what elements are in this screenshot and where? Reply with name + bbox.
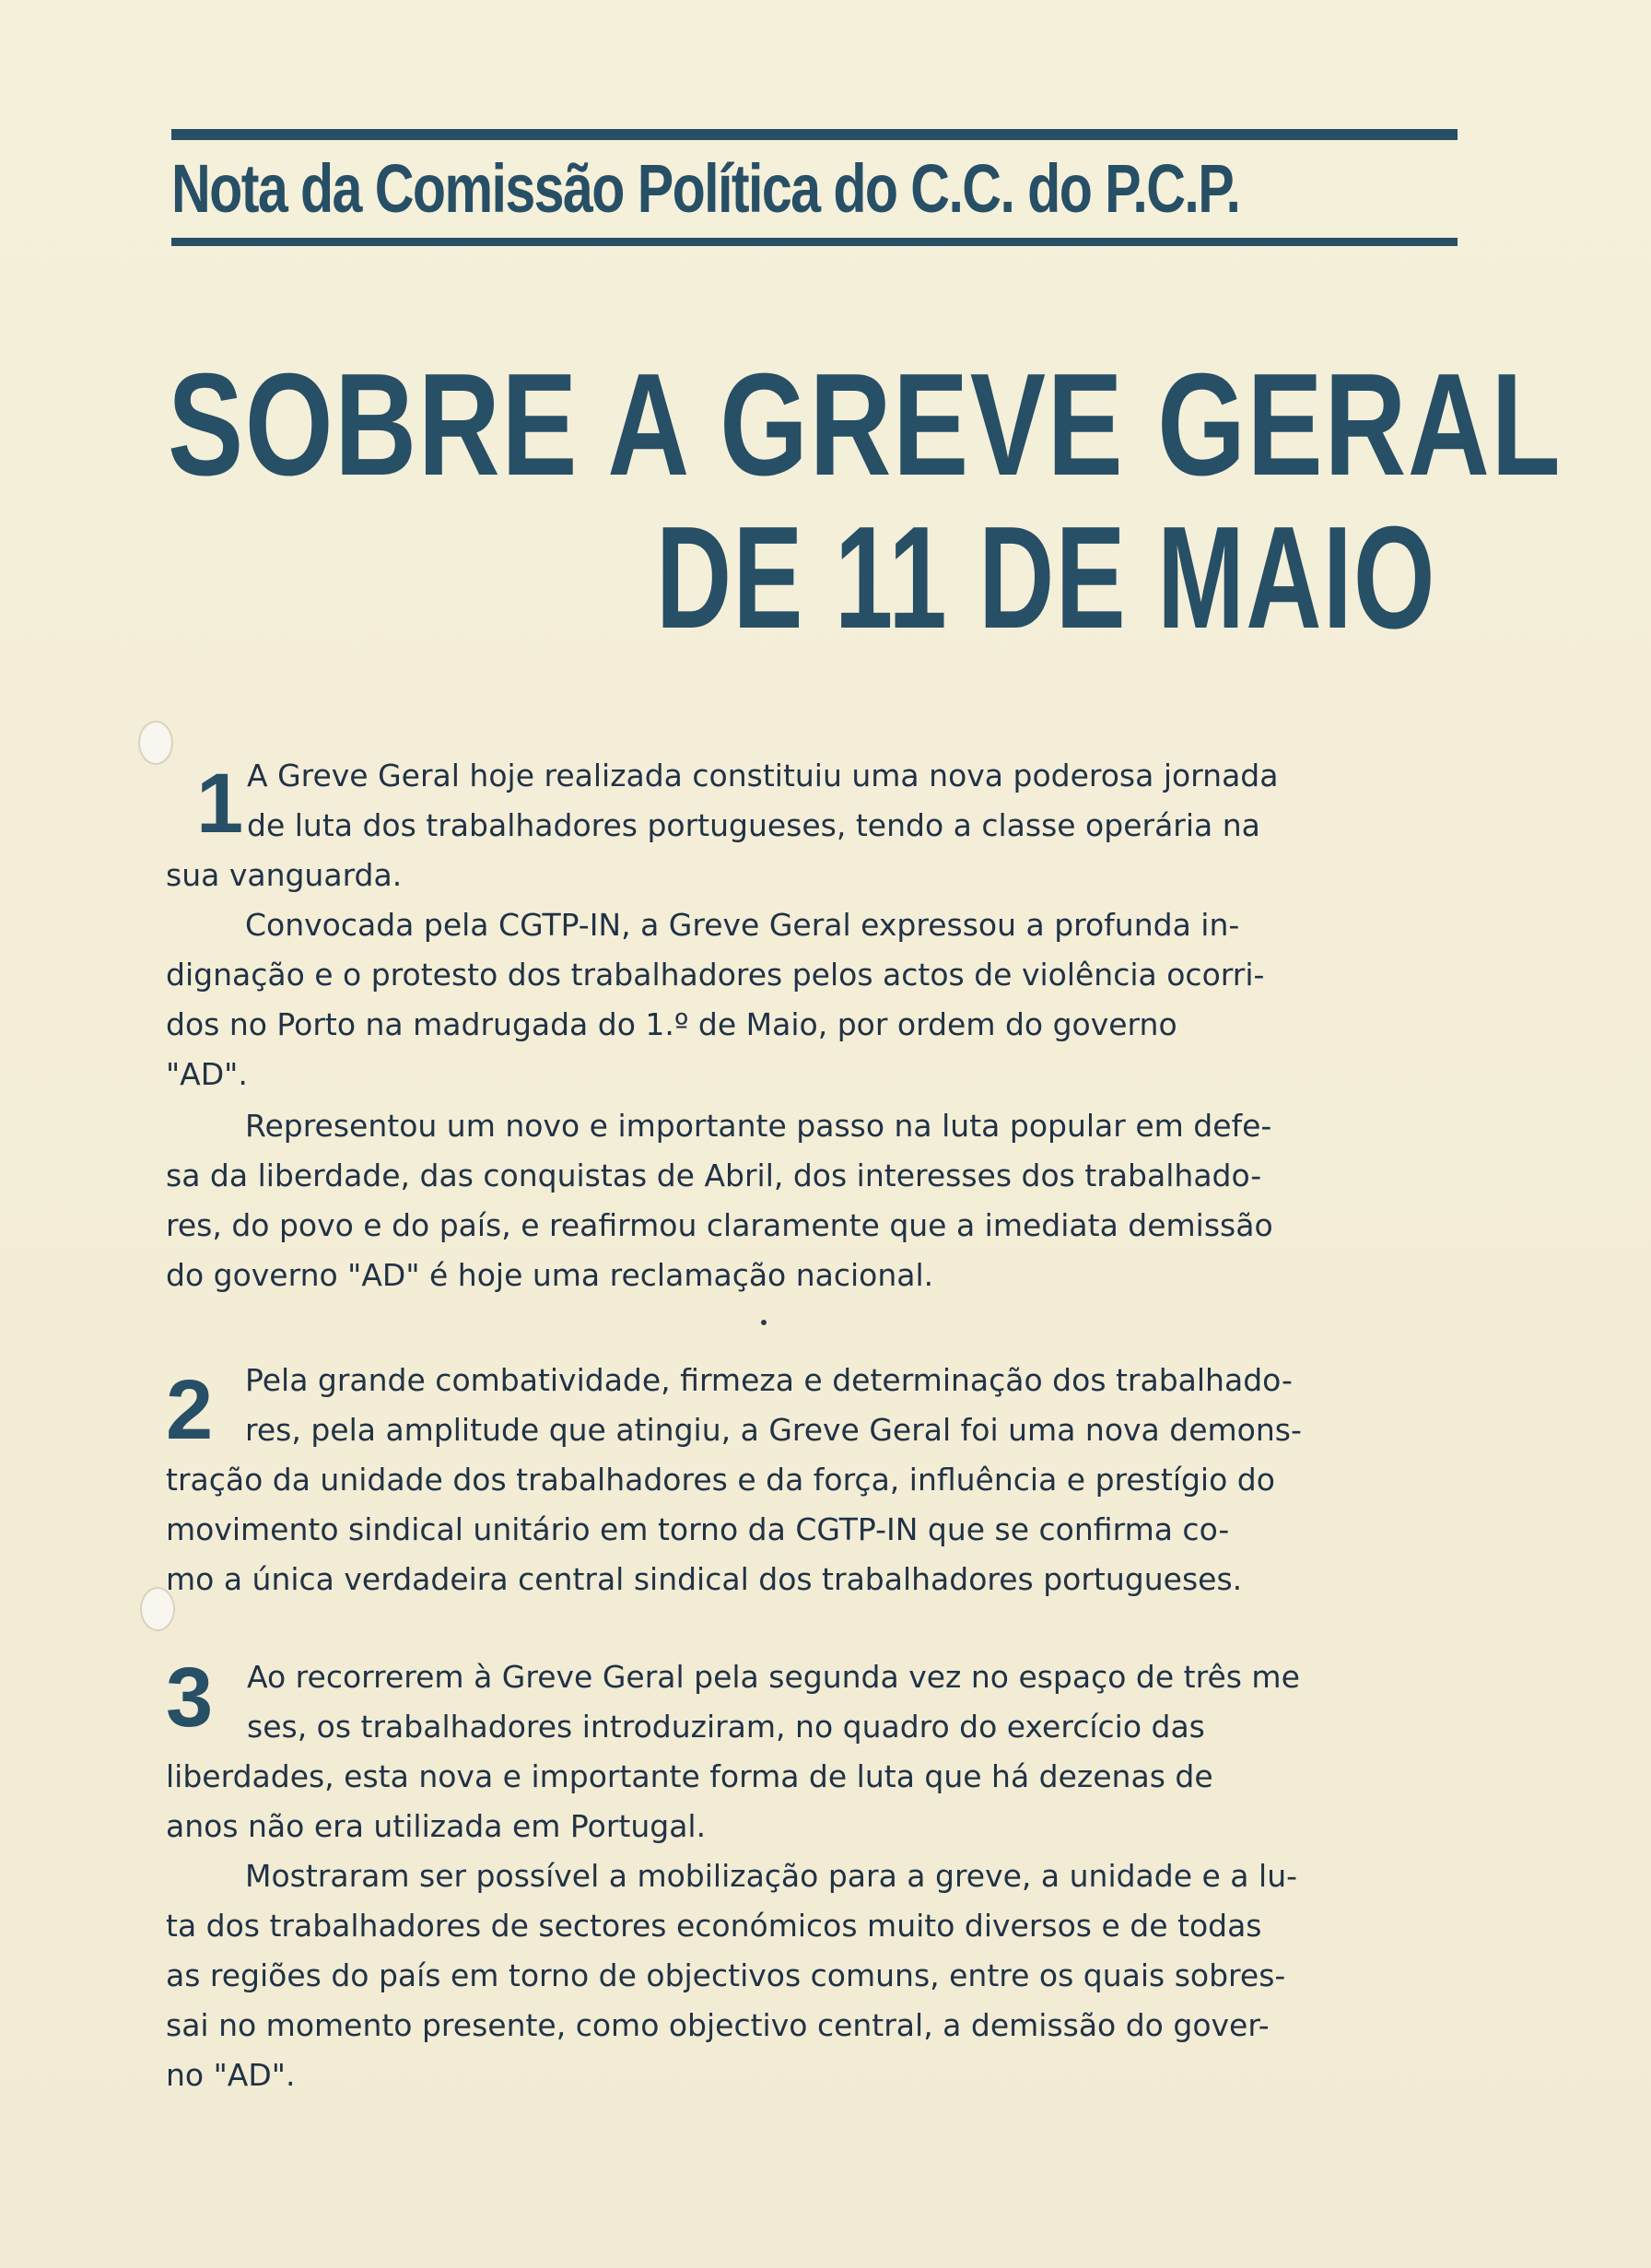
section-3-line: sai no momento presente, como objectivo central, a demissão do gover- xyxy=(166,2007,1270,2043)
section-1-line: dignação e o protesto dos trabalhadores pelos actos de violência ocorri- xyxy=(166,957,1265,993)
section-3-line: anos não era utilizada em Portugal. xyxy=(166,1808,707,1844)
section-1-line: res, do povo e do país, e reafirmou claramente que a imediata demissão xyxy=(166,1207,1273,1243)
section-1-line: Representou um novo e importante passo na luta popular em defe- xyxy=(245,1108,1272,1144)
header-title: Nota da Comissão Política do C.C. do P.C.P. xyxy=(171,150,1240,227)
headline-line-2: DE 11 DE MAIO xyxy=(656,497,1436,659)
section-number: 2 xyxy=(166,1363,214,1457)
section-1-line: do governo "AD" é hoje uma reclamação nacional. xyxy=(166,1257,934,1293)
section-3-line: Ao recorrerem à Greve Geral pela segunda vez no espaço de três me xyxy=(247,1659,1300,1695)
section-2-line: mo a única verdadeira central sindical dos trabalhadores portugueses. xyxy=(166,1561,1243,1597)
section-3-line: as regiões do país em torno de objectivos comuns, entre os quais sobres- xyxy=(166,1957,1286,1993)
header-top-rule xyxy=(171,129,1458,140)
section-2-line: res, pela amplitude que atingiu, a Greve Geral foi uma nova demons- xyxy=(245,1412,1302,1448)
headline-line-1: SOBRE A GREVE GERAL xyxy=(168,344,1563,506)
section-2-line: Pela grande combatividade, firmeza e determinação dos trabalhado- xyxy=(245,1362,1293,1398)
header-bottom-rule xyxy=(171,238,1458,246)
section-1-line: A Greve Geral hoje realizada constituiu uma nova poderosa jornada xyxy=(247,758,1279,793)
section-1-line: Convocada pela CGTP-IN, a Greve Geral expressou a profunda in- xyxy=(245,907,1240,943)
ink-speck xyxy=(761,1320,767,1325)
section-1-line: de luta dos trabalhadores portugueses, tendo a classe operária na xyxy=(247,807,1260,843)
section-2-line: movimento sindical unitário em torno da CGTP-IN que se confirma co- xyxy=(166,1511,1230,1547)
section-3-line: no "AD". xyxy=(166,2057,296,2093)
section-3-line: liberdades, esta nova e importante forma de luta que há dezenas de xyxy=(166,1758,1213,1794)
section-1-line: sa da liberdade, das conquistas de Abril, dos interesses dos trabalhado- xyxy=(166,1158,1262,1193)
section-number: 3 xyxy=(166,1651,214,1745)
section-3-line: Mostraram ser possível a mobilização para a greve, a unidade e a lu- xyxy=(245,1858,1298,1894)
section-3-line: ses, os trabalhadores introduziram, no quadro do exercício das xyxy=(247,1709,1205,1745)
section-1-line: sua vanguarda. xyxy=(166,857,403,893)
punch-hole-icon xyxy=(138,721,173,765)
section-number: 1 xyxy=(196,757,244,851)
section-2-line: tração da unidade dos trabalhadores e da força, influência e prestígio do xyxy=(166,1462,1275,1498)
section-3-line: ta dos trabalhadores de sectores económicos muito diversos e de todas xyxy=(166,1908,1262,1944)
section-1-line: "AD". xyxy=(166,1056,248,1092)
section-1-line: dos no Porto na madrugada do 1.º de Maio, por ordem do governo xyxy=(166,1006,1177,1042)
